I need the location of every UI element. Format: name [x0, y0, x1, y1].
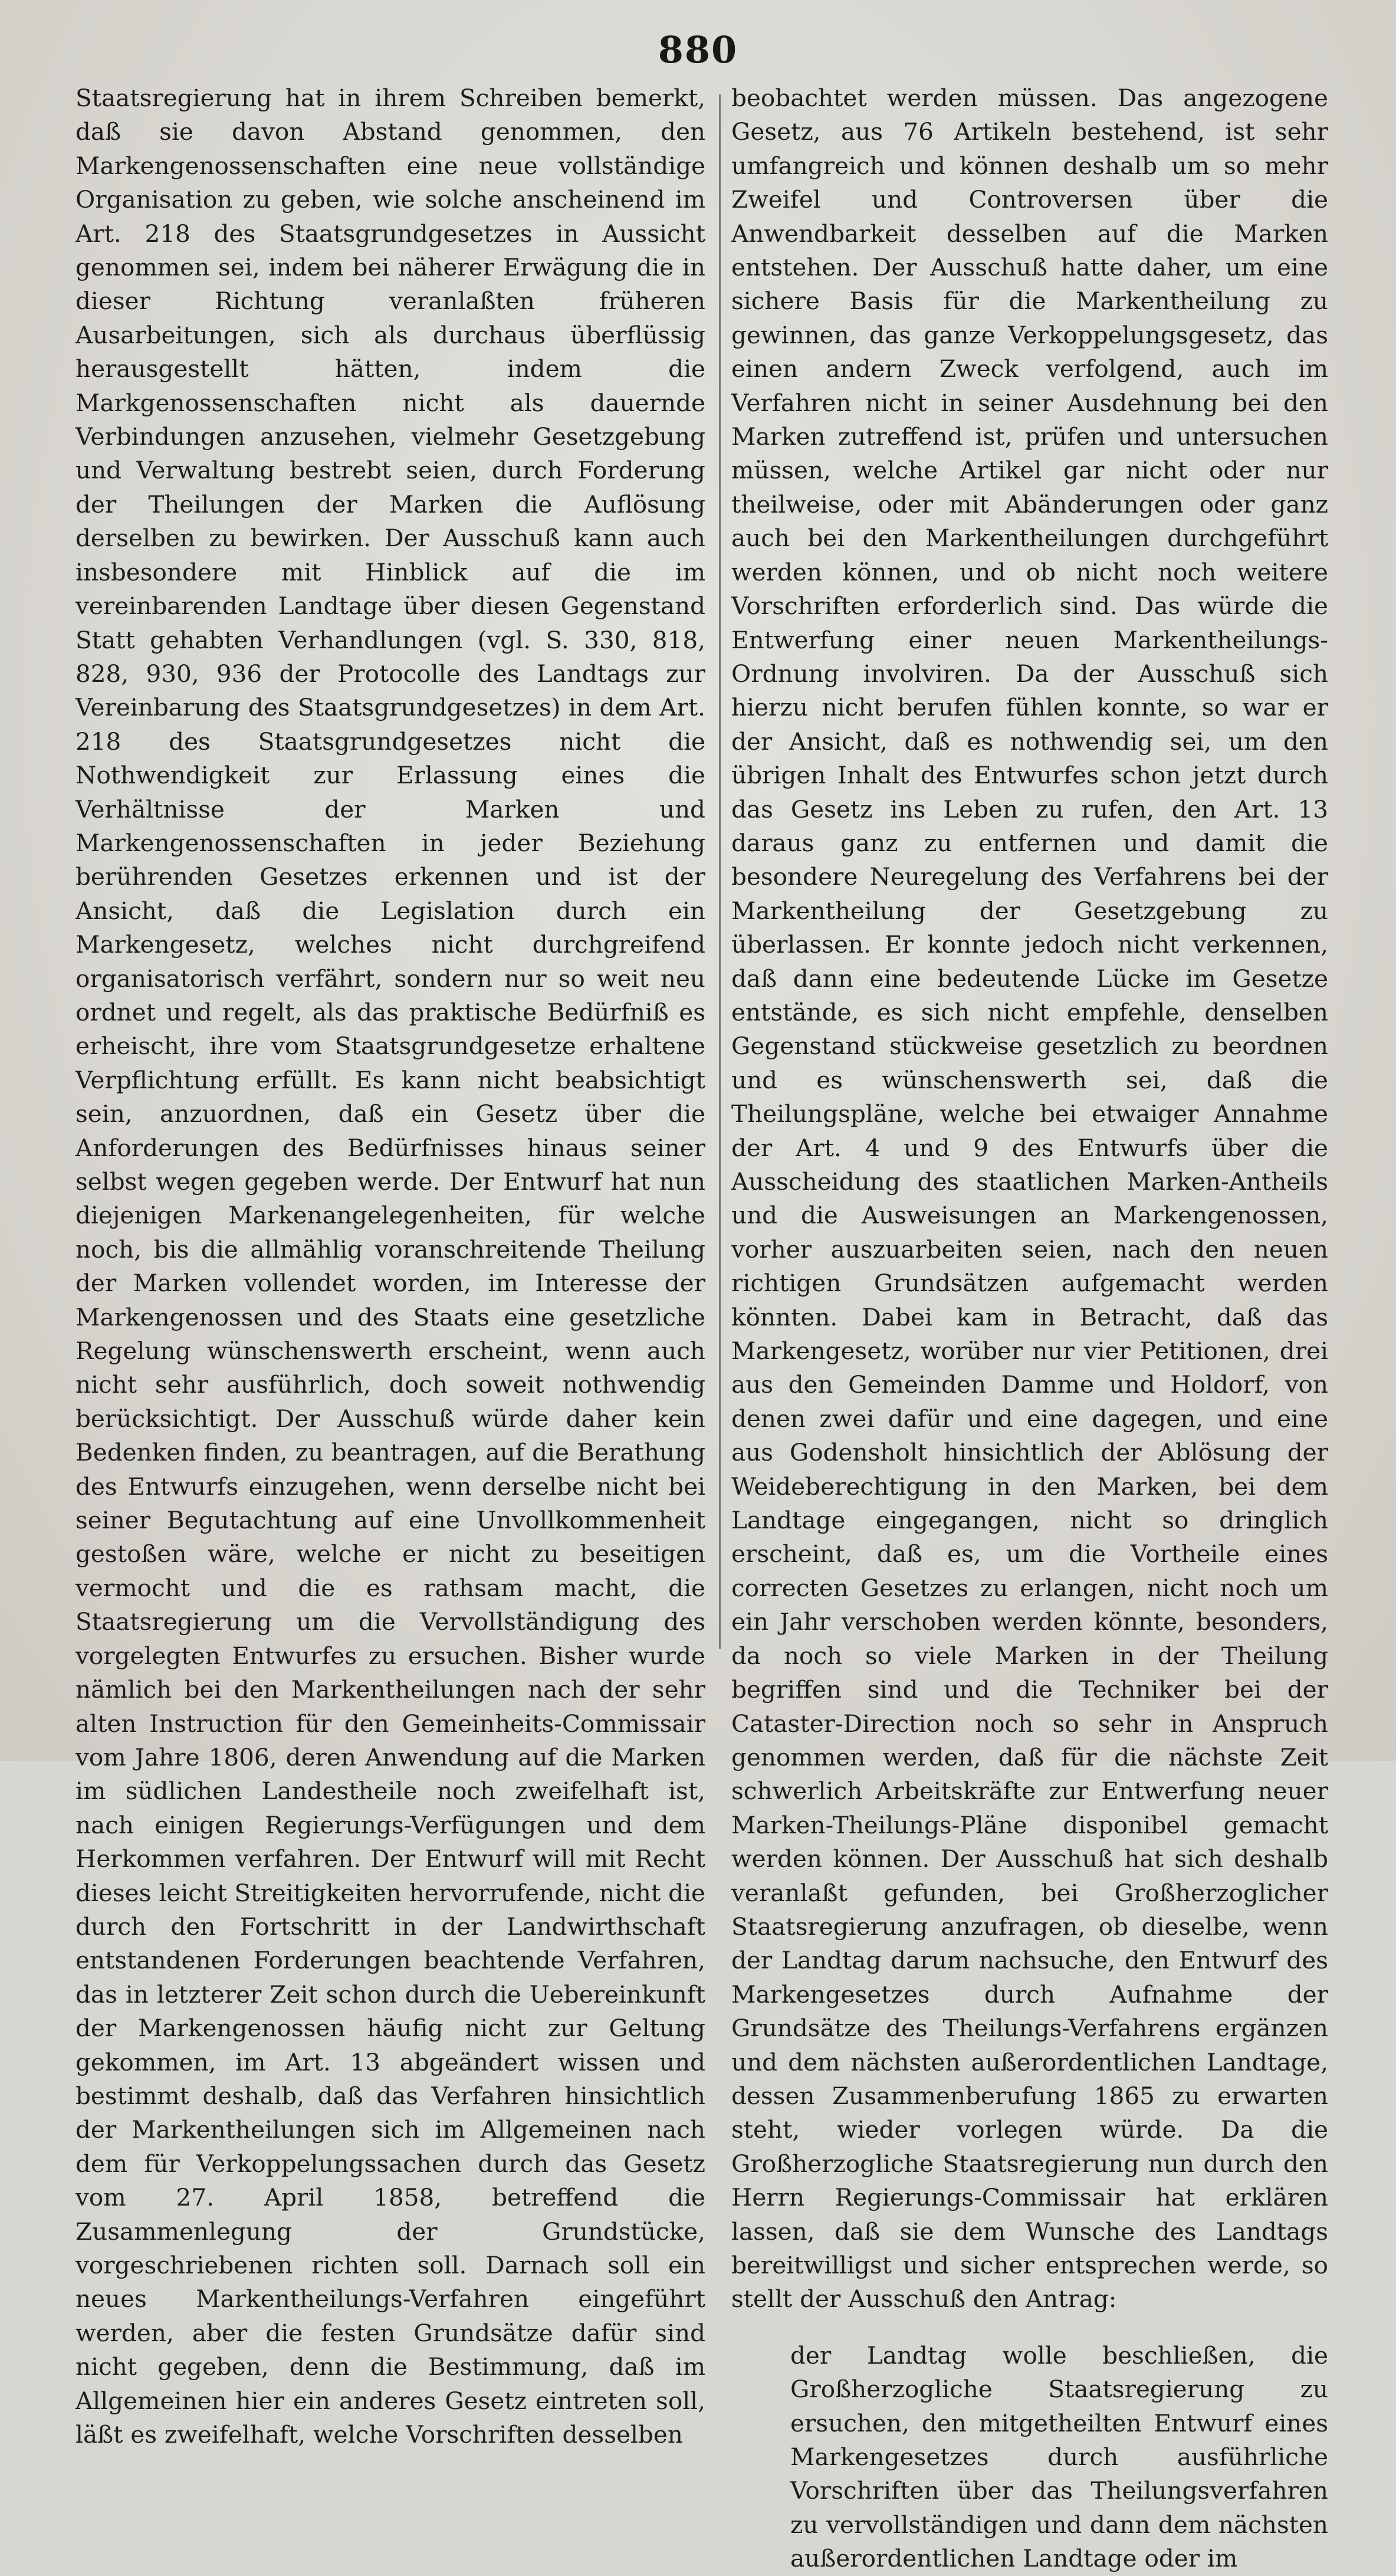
right-column-text: beobachtet werden müssen. Das angezogene Gesetz, aus 76 Artikeln bestehend, ist sehr umfangreich und können deshalb um so mehr Zweifel und Controversen über die Anwendbarkeit desselben auf die Marken entstehen. Der Ausschuß hatte daher, um eine sichere Basis für die Markentheilung zu gewinnen, das ganze Verkoppelungsgesetz, das einen andern Zweck verfolgend, auch im Verfahren nicht in seiner Ausdehnung bei den Marken zutreffend ist, prüfen und untersuchen müssen, welche Artikel gar nicht oder nur theilweise, oder mit Abänderungen oder ganz auch bei den Markentheilungen durchgeführt werden können, und ob nicht noch weitere Vorschriften erforderlich sind. Das würde die Entwerfung einer neuen Markentheilungs-Ordnung involviren. Da der Ausschuß sich hierzu nicht berufen fühlen konnte, so war er der Ansicht, daß es nothwendig sei, um den übrigen Inhalt des Entwurfes schon jetzt durch das Gesetz ins Leben zu rufen, den Art. 13 daraus ganz zu entfernen und damit die besondere Neuregelung des Verfahrens bei der Markentheilung der Gesetzgebung zu überlassen. Er konnte jedoch nicht verkennen, daß dann eine bedeutende Lücke im Gesetze entstände, es sich nicht empfehle, denselben Gegenstand stückweise gesetzlich zu beordnen und es wünschenswerth sei, daß die Theilungspläne, welche bei etwaiger Annahme der Art. 4 und 9 des Entwurfs über die Ausscheidung des staatlichen Marken-Antheils und die Ausweisungen an Markengenossen, vorher auszuarbeiten seien, nach den neuen richtigen Grundsätzen aufgemacht werden könnten. Dabei kam in Betracht, daß das Markengesetz, worüber nur vier Petitionen, drei aus den Gemeinden Damme und Holdorf, von denen zwei dafür und eine dagegen, und eine aus Godensholt hinsichtlich der Ablösung der Weideberechtigung in den Marken, bei dem Landtage eingegangen, nicht so dringlich erscheint, daß es, um die Vortheile eines correcten Gesetzes zu erlangen, nicht noch um ein Jahr verschoben werden könnte, besonders, da noch so viele Marken in der Theilung begriffen sind und die Techniker bei der Cataster-Direction noch so sehr in Anspruch genommen werden, daß für die nächste Zeit schwerlich Arbeitskräfte zur Entwerfung neuer Marken-Theilungs-Pläne disponibel gemacht werden können. Der Ausschuß hat sich deshalb veranlaßt gefunden, bei Großherzoglicher Staatsregierung anzufragen, ob dieselbe, wenn der Landtag darum nachsuche, den Entwurf des Markengesetzes durch Aufnahme der Grundsätze des Theilungs-Verfahrens ergänzen und dem nächsten außerordentlichen Landtage, dessen Zusammenberufung 1865 zu erwarten steht, wieder vorlegen würde. Da die Großherzogliche Staatsregierung nun durch den Herrn Regierungs-Commissair hat erklären lassen, daß sie dem Wunsche des Landtags bereitwilligst und sicher entsprechen werde, so stellt der Ausschuß den Antrag: [731, 84, 1328, 2314]
right-column [731, 81, 1328, 2573]
left-column [75, 81, 705, 2449]
motion-text: der Landtag wolle beschließen, die Großherzogliche Staatsregierung zu ersuchen, den mitgetheilten Entwurf eines Markengesetzes durch ausführliche Vorschriften über das Theilungsverfahren zu vervollständigen und dann dem nächsten außerordentlichen Landtage oder im [790, 2341, 1328, 2573]
page-number: 880 [658, 28, 738, 71]
column-divider [719, 94, 721, 1649]
left-column-text: Staatsregierung hat in ihrem Schreiben bemerkt, daß sie davon Abstand genommen, den Markengenossenschaften eine neue vollständige Organisation zu geben, wie solche anscheinend im Art. 218 des Staatsgrundgesetzes in Aussicht genommen sei, indem bei näherer Erwägung die in dieser Richtung veranlaßten früheren Ausarbeitungen, sich als durchaus überflüssig herausgestellt hätten, indem die Markgenossenschaften nicht als dauernde Verbindungen anzusehen, vielmehr Gesetzgebung und Verwaltung bestrebt seien, durch Forderung der Theilungen der Marken die Auflösung derselben zu bewirken. Der Ausschuß kann auch insbesondere mit Hinblick auf die im vereinbarenden Landtage über diesen Gegenstand Statt gehabten Verhandlungen (vgl. S. 330, 818, 828, 930, 936 der Protocolle des Landtags zur Vereinbarung des Staatsgrundgesetzes) in dem Art. 218 des Staatsgrundgesetzes nicht die Nothwendigkeit zur Erlassung eines die Verhältnisse der Marken und Markengenossenschaften in jeder Beziehung berührenden Gesetzes erkennen und ist der Ansicht, daß die Legislation durch ein Markengesetz, welches nicht durchgreifend organisatorisch verfährt, sondern nur so weit neu ordnet und regelt, als das praktische Bedürfniß es erheischt, ihre vom Staatsgrundgesetze erhaltene Verpflichtung erfüllt. Es kann nicht beabsichtigt sein, anzuordnen, daß ein Gesetz über die Anforderungen des Bedürfnisses hinaus seiner selbst wegen gegeben werde. Der Entwurf hat nun diejenigen Markenangelegenheiten, für welche noch, bis die allmählig voranschreitende Theilung der Marken vollendet worden, im Interesse der Markengenossen und des Staats eine gesetzliche Regelung wünschenswerth erscheint, wenn auch nicht sehr ausführlich, doch soweit nothwendig berücksichtigt. Der Ausschuß würde daher kein Bedenken finden, zu beantragen, auf die Berathung des Entwurfs einzugehen, wenn derselbe nicht bei seiner Begutachtung auf eine Unvollkommenheit gestoßen wäre, welche er nicht zu beseitigen vermocht und die es rathsam macht, die Staatsregierung um die Vervollständigung des vorgelegten Entwurfes zu ersuchen. Bisher wurde nämlich bei den Markentheilungen nach der sehr alten Instruction für den Gemeinheits-Commissair vom Jahre 1806, deren Anwendung auf die Marken im südlichen Landestheile noch zweifelhaft ist, nach einigen Regierungs-Verfügungen und dem Herkommen verfahren. Der Entwurf will mit Recht dieses leicht Streitigkeiten hervorrufende, nicht die durch den Fortschritt in der Landwirthschaft entstandenen Forderungen beachtende Verfahren, das in letzterer Zeit schon durch die Uebereinkunft der Markengenossen häufig nicht zur Geltung gekommen, im Art. 13 abgeändert wissen und bestimmt deshalb, daß das Verfahren hinsichtlich der Markentheilungen sich im Allgemeinen nach dem für Verkoppelungssachen durch das Gesetz vom 27. April 1858, betreffend die Zusammenlegung der Grundstücke, vorgeschriebenen richten soll. Darnach soll ein neues Markentheilungs-Verfahren eingeführt werden, aber die festen Grundsätze dafür sind nicht gegeben, denn die Bestimmung, daß im Allgemeinen hier ein anderes Gesetz eintreten soll, läßt es zweifelhaft, welche Vorschriften desselben [75, 84, 705, 2449]
